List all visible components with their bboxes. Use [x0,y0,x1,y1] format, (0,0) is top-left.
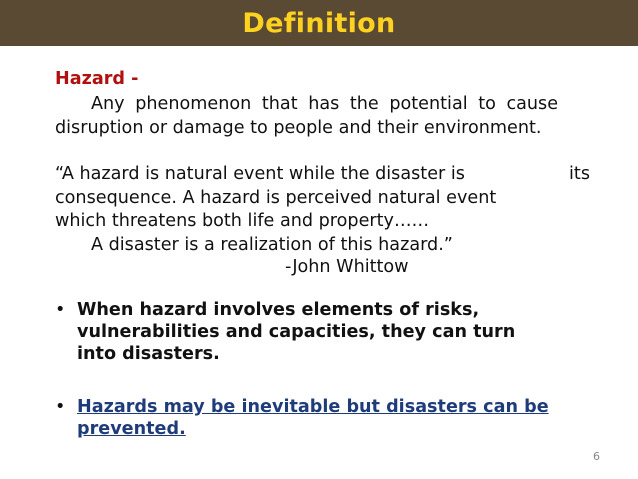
hazard-label: Hazard - [55,69,139,89]
bullet-item-1 [55,299,557,365]
hazard-definition-line-1 [55,93,590,115]
title-bar [0,0,638,46]
quote-line-4: A disaster is a realization of this hazard.” [91,235,453,255]
quote-line-3: which threatens both life and property…… [55,211,430,231]
quote-line-1 [55,163,590,185]
slide-title: Definition [242,7,396,39]
quote-author: -John Whittow [285,257,409,277]
bullet-marker: • [55,300,66,320]
bullet-item-2 [55,396,557,440]
hazard-definition-line-2: disruption or damage to people and their environment. [55,118,542,138]
quote-line-2: consequence. A hazard is perceived natural event [55,188,497,208]
quote-line-1-right: its [569,164,590,184]
hazard-definition-text-1: Any phenomenon that has the potential to cause [91,94,559,114]
quote-line-1-left: “A hazard is natural event while the disaster is [55,164,465,184]
bullet-text-1: When hazard involves elements of risks, vulnerabilities and capacities, they can turn into disasters. [77,300,516,364]
page-number: 6 [593,450,600,463]
bullet-marker: • [55,397,66,417]
bullet-link-text-2[interactable]: Hazards may be inevitable but disasters can be prevented. [77,397,549,439]
